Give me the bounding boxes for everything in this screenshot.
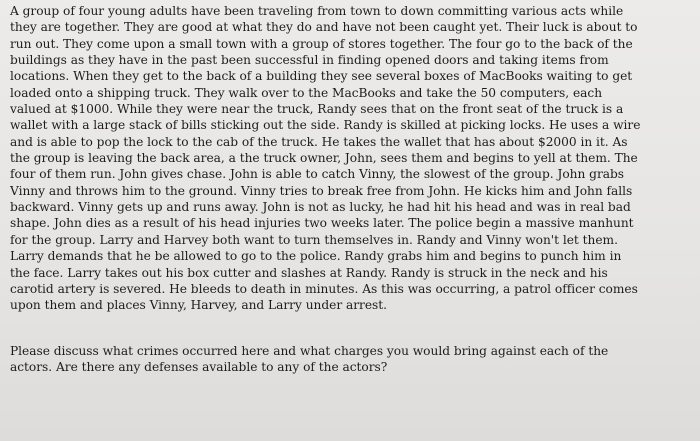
scenario-line: valued at $1000. While they were near the truck, Randy sees that on the front seat of the truck is a <box>10 102 624 117</box>
scenario-line: buildings as they have in the past been successful in finding opened doors and taking items from <box>10 53 609 68</box>
scenario-line: backward. Vinny gets up and runs away. John is not as lucky, he had hit his head and was in real bad <box>10 200 631 215</box>
scenario-line: upon them and places Vinny, Harvey, and Larry under arrest. <box>10 298 388 313</box>
scenario-line: four of them run. John gives chase. John is able to catch Vinny, the slowest of the group. John grabs <box>10 167 625 182</box>
scenario-line: the face. Larry takes out his box cutter and slashes at Randy. Randy is struck in the neck and his <box>10 265 608 280</box>
scenario-line: A group of four young adults have been traveling from town to down committing various acts while <box>10 4 624 18</box>
scenario-line: run out. They come upon a small town with a group of stores together. The four go to the back of the <box>10 36 633 51</box>
scenario-line: shape. John dies as a result of his head injuries two weeks later. The police begin a massive manhunt <box>10 216 634 231</box>
question-paragraph <box>10 343 690 376</box>
scenario-line: Larry demands that he be allowed to go to the police. Randy grabs him and begins to punch him in <box>10 249 622 264</box>
question-line: actors. Are there any defenses available to any of the actors? <box>10 359 388 374</box>
scenario-line: and is able to pop the lock to the cab of the truck. He takes the wallet that has about $2000 in it. As <box>10 134 628 149</box>
scenario-line: wallet with a large stack of bills sticking out the side. Randy is skilled at picking locks. He uses a wire <box>10 118 641 133</box>
question-line: Please discuss what crimes occurred here and what charges you would bring against each of the <box>10 343 609 358</box>
scenario-line: locations. When they get to the back of a building they see several boxes of MacBooks waiting to get <box>10 69 633 84</box>
scenario-line: the group is leaving the back area, a the truck owner, John, sees them and begins to yell at them. The <box>10 151 638 166</box>
scenario-line: they are together. They are good at what they do and have not been caught yet. Their luck is about to <box>10 20 638 35</box>
scenario-line: for the group. Larry and Harvey both want to turn themselves in. Randy and Vinny won't let them. <box>10 232 618 247</box>
scenario-line: carotid artery is severed. He bleeds to death in minutes. As this was occurring, a patrol officer comes <box>10 281 638 296</box>
scenario-paragraph <box>10 3 690 314</box>
scenario-line: Vinny and throws him to the ground. Vinny tries to break free from John. He kicks him and John falls <box>10 183 633 198</box>
scenario-line: loaded onto a shipping truck. They walk over to the MacBooks and take the 50 computers, each <box>10 85 603 100</box>
